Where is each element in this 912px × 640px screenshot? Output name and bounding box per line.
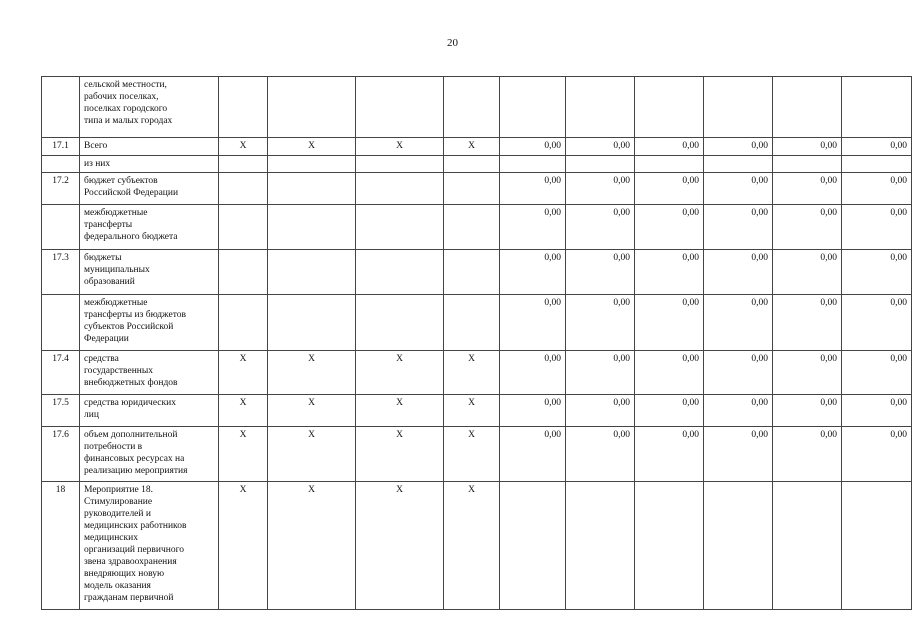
value-cell: 0,00 xyxy=(635,351,704,395)
value-cell xyxy=(842,482,912,610)
value-cell: 0,00 xyxy=(704,173,773,205)
value-cell: 0,00 xyxy=(635,173,704,205)
x-mark-cell xyxy=(268,250,356,295)
value-cell: 0,00 xyxy=(773,205,842,250)
table-row xyxy=(42,156,912,173)
table-row xyxy=(42,250,912,295)
value-cell xyxy=(704,156,773,173)
x-mark-cell xyxy=(356,295,444,351)
row-name: Мероприятие 18. Стимулирование руководителей и медицинских работников медицинских организаций первичного звена здравоохранения внедряющих новую модель оказания гражданам первичной xyxy=(80,482,219,610)
x-mark-cell xyxy=(268,295,356,351)
row-name: средства государственных внебюджетных фондов xyxy=(80,351,219,395)
x-mark-cell: Х xyxy=(268,351,356,395)
x-mark-cell xyxy=(356,250,444,295)
row-number: 17.4 xyxy=(42,351,80,395)
row-name: бюджет субъектов Российской Федерации xyxy=(80,173,219,205)
value-cell xyxy=(500,482,566,610)
value-cell xyxy=(500,77,566,138)
x-mark-cell: Х xyxy=(356,138,444,156)
row-name: сельской местности, рабочих поселках, поселках городского типа и малых городах xyxy=(80,77,219,138)
value-cell xyxy=(773,77,842,138)
value-cell: 0,00 xyxy=(704,395,773,427)
x-mark-cell xyxy=(268,205,356,250)
table-row xyxy=(42,482,912,610)
table-row xyxy=(42,173,912,205)
value-cell: 0,00 xyxy=(635,138,704,156)
row-name: средства юридических лиц xyxy=(80,395,219,427)
x-mark-cell: Х xyxy=(268,138,356,156)
x-mark-cell xyxy=(219,173,268,205)
x-mark-cell xyxy=(444,77,500,138)
value-cell xyxy=(635,156,704,173)
value-cell xyxy=(773,482,842,610)
value-cell: 0,00 xyxy=(566,427,635,482)
value-cell: 0,00 xyxy=(566,138,635,156)
value-cell: 0,00 xyxy=(842,250,912,295)
x-mark-cell xyxy=(356,156,444,173)
x-mark-cell: Х xyxy=(444,351,500,395)
value-cell: 0,00 xyxy=(773,427,842,482)
x-mark-cell: Х xyxy=(268,395,356,427)
x-mark-cell xyxy=(444,205,500,250)
value-cell: 0,00 xyxy=(500,427,566,482)
value-cell: 0,00 xyxy=(704,138,773,156)
row-number: 18 xyxy=(42,482,80,610)
value-cell: 0,00 xyxy=(704,205,773,250)
value-cell: 0,00 xyxy=(842,351,912,395)
row-name: объем дополнительной потребности в финансовых ресурсах на реализацию мероприятия xyxy=(80,427,219,482)
x-mark-cell: Х xyxy=(444,482,500,610)
row-number xyxy=(42,295,80,351)
table-row xyxy=(42,427,912,482)
x-mark-cell xyxy=(219,156,268,173)
value-cell xyxy=(842,156,912,173)
page-number: 20 xyxy=(447,37,458,49)
table-row xyxy=(42,205,912,250)
row-number xyxy=(42,77,80,138)
value-cell xyxy=(773,156,842,173)
table-row xyxy=(42,351,912,395)
value-cell: 0,00 xyxy=(635,295,704,351)
value-cell: 0,00 xyxy=(635,250,704,295)
row-number xyxy=(42,205,80,250)
x-mark-cell: Х xyxy=(268,427,356,482)
x-mark-cell: Х xyxy=(356,427,444,482)
x-mark-cell: Х xyxy=(219,482,268,610)
value-cell xyxy=(635,77,704,138)
x-mark-cell xyxy=(444,173,500,205)
x-mark-cell xyxy=(268,173,356,205)
value-cell: 0,00 xyxy=(500,351,566,395)
row-name: бюджеты муниципальных образований xyxy=(80,250,219,295)
x-mark-cell: Х xyxy=(219,395,268,427)
value-cell: 0,00 xyxy=(704,295,773,351)
x-mark-cell xyxy=(444,156,500,173)
value-cell: 0,00 xyxy=(773,173,842,205)
x-mark-cell: Х xyxy=(444,427,500,482)
value-cell: 0,00 xyxy=(635,205,704,250)
value-cell: 0,00 xyxy=(635,395,704,427)
row-number xyxy=(42,156,80,173)
value-cell: 0,00 xyxy=(704,427,773,482)
row-name: межбюджетные трансферты из бюджетов субъектов Российской Федерации xyxy=(80,295,219,351)
value-cell: 0,00 xyxy=(566,395,635,427)
value-cell: 0,00 xyxy=(566,205,635,250)
row-number: 17.3 xyxy=(42,250,80,295)
value-cell: 0,00 xyxy=(773,138,842,156)
value-cell: 0,00 xyxy=(566,250,635,295)
value-cell: 0,00 xyxy=(566,295,635,351)
value-cell: 0,00 xyxy=(773,250,842,295)
x-mark-cell xyxy=(219,77,268,138)
x-mark-cell xyxy=(444,250,500,295)
row-number: 17.2 xyxy=(42,173,80,205)
table-row xyxy=(42,138,912,156)
value-cell xyxy=(842,77,912,138)
value-cell: 0,00 xyxy=(500,205,566,250)
x-mark-cell xyxy=(219,205,268,250)
x-mark-cell xyxy=(268,156,356,173)
row-name: межбюджетные трансферты федерального бюджета xyxy=(80,205,219,250)
table-body xyxy=(42,77,912,610)
x-mark-cell: Х xyxy=(268,482,356,610)
value-cell xyxy=(635,482,704,610)
x-mark-cell: Х xyxy=(444,395,500,427)
value-cell xyxy=(500,156,566,173)
row-number: 17.6 xyxy=(42,427,80,482)
value-cell xyxy=(566,156,635,173)
x-mark-cell xyxy=(356,77,444,138)
value-cell: 0,00 xyxy=(704,351,773,395)
row-name: из них xyxy=(80,156,219,173)
x-mark-cell xyxy=(356,173,444,205)
value-cell: 0,00 xyxy=(566,351,635,395)
x-mark-cell: Х xyxy=(356,351,444,395)
value-cell: 0,00 xyxy=(704,250,773,295)
x-mark-cell: Х xyxy=(356,482,444,610)
value-cell: 0,00 xyxy=(842,295,912,351)
x-mark-cell: Х xyxy=(444,138,500,156)
value-cell: 0,00 xyxy=(500,295,566,351)
value-cell: 0,00 xyxy=(500,138,566,156)
value-cell xyxy=(566,482,635,610)
x-mark-cell xyxy=(356,205,444,250)
value-cell: 0,00 xyxy=(842,427,912,482)
value-cell: 0,00 xyxy=(500,173,566,205)
value-cell: 0,00 xyxy=(773,351,842,395)
row-number: 17.5 xyxy=(42,395,80,427)
value-cell: 0,00 xyxy=(773,295,842,351)
value-cell: 0,00 xyxy=(842,138,912,156)
x-mark-cell: Х xyxy=(356,395,444,427)
value-cell: 0,00 xyxy=(500,250,566,295)
x-mark-cell: Х xyxy=(219,351,268,395)
x-mark-cell: Х xyxy=(219,427,268,482)
x-mark-cell xyxy=(444,295,500,351)
value-cell xyxy=(566,77,635,138)
x-mark-cell xyxy=(219,250,268,295)
x-mark-cell xyxy=(219,295,268,351)
x-mark-cell: Х xyxy=(219,138,268,156)
value-cell xyxy=(704,77,773,138)
row-number: 17.1 xyxy=(42,138,80,156)
table-row xyxy=(42,77,912,138)
value-cell: 0,00 xyxy=(773,395,842,427)
value-cell: 0,00 xyxy=(842,205,912,250)
budget-table xyxy=(41,76,912,610)
table-row xyxy=(42,295,912,351)
row-name: Всего xyxy=(80,138,219,156)
value-cell: 0,00 xyxy=(566,173,635,205)
value-cell: 0,00 xyxy=(635,427,704,482)
value-cell: 0,00 xyxy=(500,395,566,427)
x-mark-cell xyxy=(268,77,356,138)
value-cell: 0,00 xyxy=(842,395,912,427)
value-cell xyxy=(704,482,773,610)
value-cell: 0,00 xyxy=(842,173,912,205)
table-row xyxy=(42,395,912,427)
